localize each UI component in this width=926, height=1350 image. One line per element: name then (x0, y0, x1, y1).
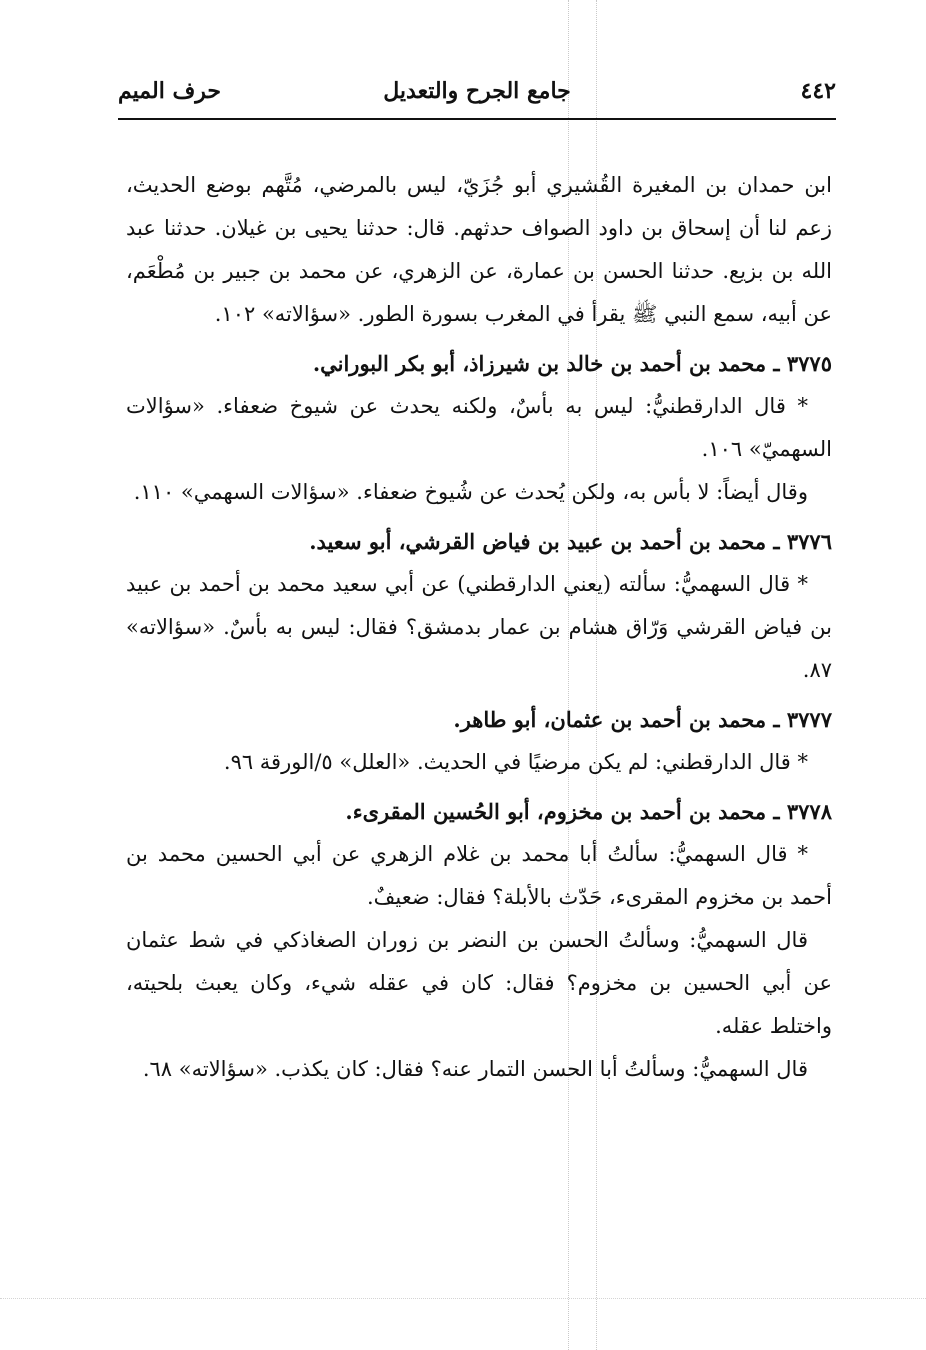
entry-heading (126, 342, 832, 385)
entry-paragraph: * قال الدارقطني: لم يكن مرضيًا في الحديث. «العلل» ٥/الورقة ٩٦. (223, 750, 808, 774)
entry-3775 (126, 342, 832, 514)
entry-number: ٣٧٧٥ (786, 351, 832, 376)
entry-3778 (126, 790, 832, 1091)
intro-paragraph: ابن حمدان بن المغيرة القُشيري أبو جُزَيّ، ليس بالمرضي، مُتَّهم بوضع الحديث، زعم لنا أن إسحاق بن داود الصواف حدثهم. قال: حدثنا يحيى بن غيلان. حدثنا عبد الله بن بزيع. حدثنا الحسن بن عمارة، عن الزهري، عن محمد بن جبير بن مُطْعَم، عن أبيه، سمع النبي ﷺ يقرأ في المغرب بسورة الطور. «سؤالاته» ١٠٢. (126, 173, 832, 326)
entry-title: ـ محمد بن أحمد بن مخزوم، أبو الحُسين المقرىء. (345, 799, 780, 824)
page-header (118, 78, 836, 118)
entry-heading (126, 698, 832, 741)
header-rule (118, 118, 836, 120)
entry-number: ٣٧٧٦ (786, 529, 832, 554)
entry-3777 (126, 698, 832, 784)
entry-title: ـ محمد بن أحمد بن عبيد بن فياض القرشي، أبو سعيد. (309, 529, 780, 554)
scan-line (0, 1298, 926, 1299)
entry-paragraph: * قال السهميُّ: سألته (يعني الدارقطني) عن أبي سعيد محمد بن أحمد بن عبيد بن فياض القرشي وَرّاق هشام بن عمار بدمشق؟ فقال: ليس به بأسٌ. «سؤالاته» ٨٧. (126, 572, 832, 682)
entry-paragraph: قال السهميُّ: وسألتُ أبا الحسن التمار عنه؟ فقال: كان يكذب. «سؤالاته» ٦٨. (142, 1057, 808, 1081)
entry-title: ـ محمد بن أحمد بن خالد بن شيرزاذ، أبو بكر البوراني. (312, 351, 780, 376)
entry-number: ٣٧٧٨ (786, 799, 832, 824)
entry-paragraph: وقال أيضاً: لا بأس به، ولكن يُحدث عن شُيوخ ضعفاء. «سؤالات السهمي» ١١٠. (133, 480, 808, 504)
entry-paragraph: قال السهميُّ: وسألتُ الحسن بن النضر بن زوران الصغاذكي في شط عثمان عن أبي الحسين بن مخزوم؟ فقال: كان في عقله شيء، وكان يعبث بلحيته، واختلط عقله. (126, 928, 832, 1038)
entry-heading (126, 520, 832, 563)
section-title: حرف الميم (118, 78, 222, 104)
entry-3776 (126, 520, 832, 692)
entry-heading (126, 790, 832, 833)
page-body (126, 164, 832, 1091)
entry-paragraph: * قال السهميُّ: سألتُ أبا محمد بن غلام الزهري عن أبي الحسين محمد بن أحمد بن مخزوم المقرىء، حَدّث بالأبلة؟ فقال: ضعيفٌ. (126, 842, 832, 909)
page-number: ٤٤٢ (800, 78, 836, 104)
book-title: جامع الجرح والتعديل (383, 78, 571, 104)
entry-number: ٣٧٧٧ (786, 707, 832, 732)
entry-title: ـ محمد بن أحمد بن عثمان، أبو طاهر. (453, 707, 780, 732)
entry-paragraph: * قال الدارقطنيُّ: ليس به بأسٌ، ولكنه يحدث عن شيوخ ضعفاء. «سؤالات السهميّ» ١٠٦. (126, 394, 832, 461)
